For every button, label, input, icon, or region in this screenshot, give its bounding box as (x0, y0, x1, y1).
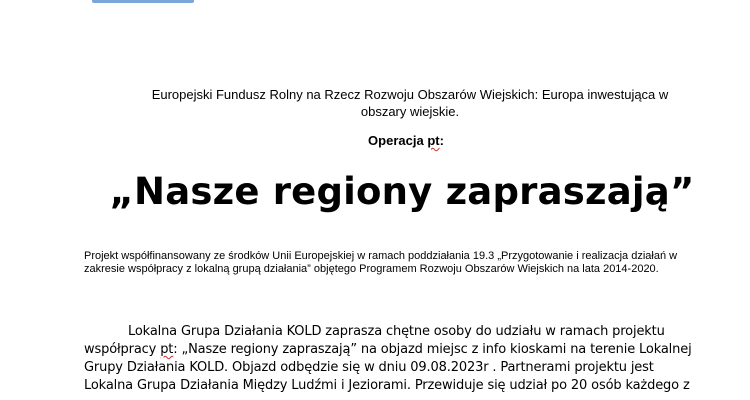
body-text-part2: : „Nasze regiony zapraszają” na objazd miejsc z info kioskami na terenie Lokalnej Grupy Działania KOLD. Objazd odbędzie się w dniu 09.08.2023r . Partnerami projektu jest Lokalna Grupa Działania Między Ludźmi i Jeziorami. Przewiduje się udział po 20 osób każdego z (84, 342, 692, 393)
eu-fund-statement: Europejski Fundusz Rolny na Rzecz Rozwoju Obszarów Wiejskich: Europa inwestująca w obszary wiejskie. (151, 87, 669, 119)
operation-label-prefix: Operacja (368, 133, 428, 148)
body-paragraph (84, 323, 694, 395)
operation-label-pt: pt (427, 133, 440, 148)
project-title: „Nasze regiony zapraszają” (109, 170, 695, 213)
logo-strip (92, 0, 194, 3)
operation-label-suffix: : (439, 133, 444, 148)
body-text-part1: Lokalna Grupa Działania KOLD zaprasza chętne osoby do udziału w ramach projektu współpracy (84, 324, 665, 357)
cofinance-statement: Projekt współfinansowany ze środków Unii Europejskiej w ramach poddziałania 19.3 „Przygotowanie i realizacja działań w zakresie współpracy z lokalną grupą działania” objętego Programem Rozwoju Obszarów Wiejskich na lata 2014-2020. (84, 250, 678, 275)
body-text-pt: pt (160, 342, 174, 357)
operation-label (0, 133, 750, 149)
